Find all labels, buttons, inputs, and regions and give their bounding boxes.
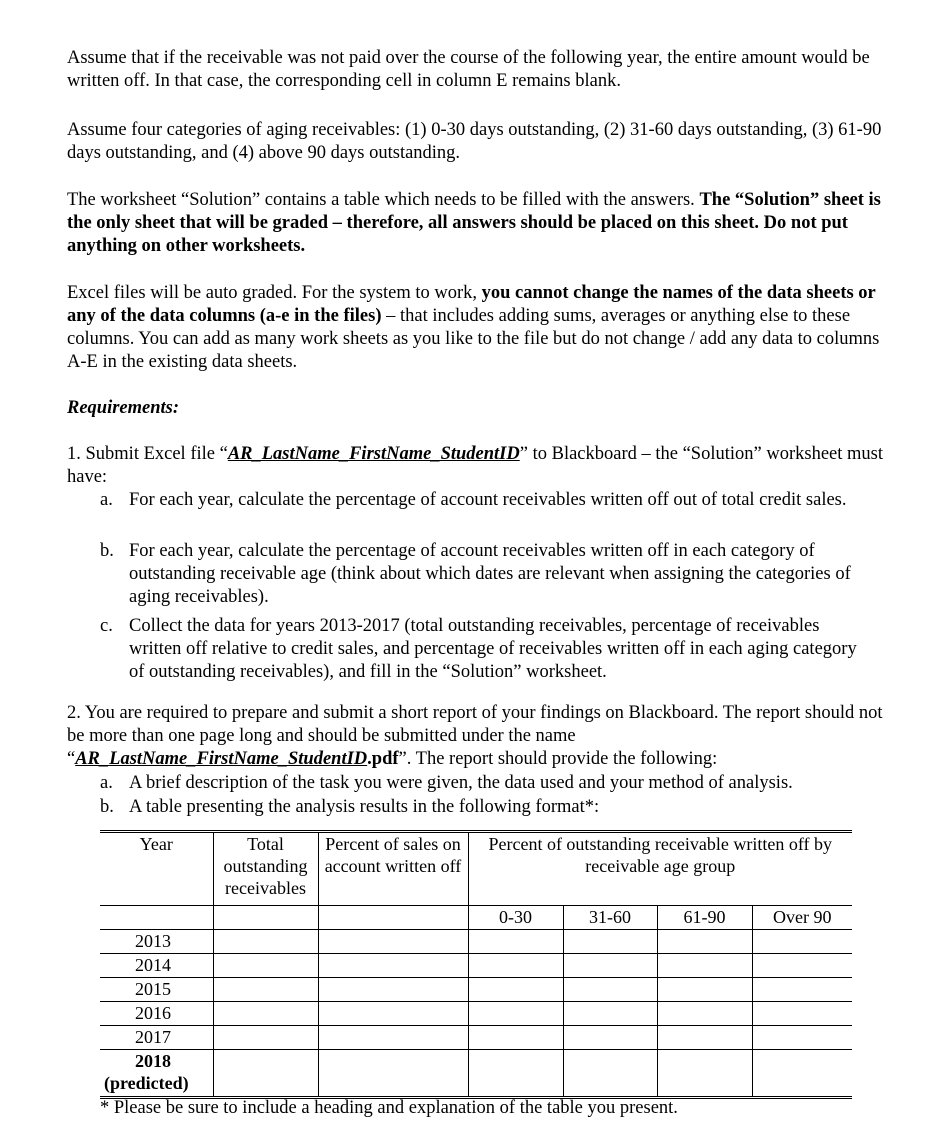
- table-subheader-row: [100, 906, 852, 930]
- requirement-1a: [100, 489, 860, 512]
- row-year-predicted: [100, 1050, 213, 1098]
- table-row-predicted: [100, 1050, 852, 1098]
- p4-bold-text: you cannot change the names of the data sheets or any of the data columns (a-e in the files): [67, 283, 876, 326]
- list-marker: b.: [100, 541, 114, 561]
- requirement-1: [67, 443, 887, 489]
- table-cell: [318, 978, 468, 1002]
- table-row: [100, 1026, 852, 1050]
- requirement-1b: [100, 540, 860, 609]
- list-marker: a.: [100, 490, 113, 510]
- row-year: 2016: [100, 1002, 213, 1026]
- intro-paragraph-3: [67, 189, 887, 258]
- table-cell: [752, 1002, 852, 1026]
- r1-pre: 1. Submit Excel file “: [67, 444, 228, 464]
- predicted-year: 2018: [135, 1051, 171, 1071]
- row-year: 2013: [100, 930, 213, 954]
- r2-post: ”. The report should provide the following:: [398, 749, 718, 769]
- table-cell: [657, 978, 752, 1002]
- list-marker: c.: [100, 616, 113, 636]
- requirement-2: [67, 702, 887, 771]
- row-year: 2014: [100, 954, 213, 978]
- p3-bold-text: The “Solution” sheet is the only sheet that will be graded – therefore, all answers should be placed on this sheet. Do not put anything on other worksheets.: [67, 190, 881, 256]
- header-age-0-30: 0-30: [468, 906, 563, 930]
- table-cell: [318, 1002, 468, 1026]
- row-year: 2015: [100, 978, 213, 1002]
- table-cell: [318, 930, 468, 954]
- table-cell: [213, 1002, 318, 1026]
- table-cell: [752, 930, 852, 954]
- table-cell: [213, 1026, 318, 1050]
- r2-filename: AR_LastName_FirstName_StudentID: [75, 749, 368, 769]
- table-row: [100, 1002, 852, 1026]
- p4-text-b: – that includes adding sums, averages or anything else to these columns. You can add as many work sheets as you like to the file but do not change / add any data to columns A-E in the existing data sheets.: [67, 306, 880, 372]
- list-item-text: For each year, calculate the percentage of account receivables written off out of total credit sales.: [129, 490, 847, 510]
- list-item-text: Collect the data for years 2013-2017 (total outstanding receivables, percentage of receivables written off relative to credit sales, and percentage of receivables written off in each aging category of outstanding receivables), and fill in the “Solution” worksheet.: [129, 616, 857, 682]
- table-cell: [563, 930, 657, 954]
- table-cell: [468, 978, 563, 1002]
- table-cell: [563, 1050, 657, 1098]
- r2-extension: .pdf: [367, 749, 399, 769]
- requirement-2a: [100, 772, 860, 795]
- intro-paragraph-1: Assume that if the receivable was not paid over the course of the following year, the entire amount would be written off. In that case, the corresponding cell in column E remains blank.: [67, 48, 870, 91]
- list-marker: b.: [100, 797, 114, 817]
- table-cell: [318, 954, 468, 978]
- predicted-label: (predicted): [104, 1073, 189, 1093]
- list-item-text: A table presenting the analysis results in the following format*:: [129, 797, 600, 817]
- table-row: [100, 930, 852, 954]
- table-row: [100, 978, 852, 1002]
- table-cell: [213, 954, 318, 978]
- requirement-2b: [100, 796, 860, 819]
- table-cell: [657, 1002, 752, 1026]
- header-age-31-60: 31-60: [563, 906, 657, 930]
- table-cell: [213, 906, 318, 930]
- table-footnote: * Please be sure to include a heading and explanation of the table you present.: [100, 1098, 678, 1118]
- header-age-61-90: 61-90: [657, 906, 752, 930]
- table-cell: [563, 1002, 657, 1026]
- row-year: 2017: [100, 1026, 213, 1050]
- header-percent-sales: Percent of sales on account written off: [318, 832, 468, 906]
- r1-post: ” to Blackboard – the “Solution” worksheet must have:: [67, 444, 883, 487]
- p3-text: The worksheet “Solution” contains a table which needs to be filled with the answers.: [67, 190, 700, 210]
- table-cell: [657, 954, 752, 978]
- p4-text-a: Excel files will be auto graded. For the system to work,: [67, 283, 482, 303]
- header-percent-group: Percent of outstanding receivable written off by receivable age group: [468, 832, 852, 906]
- table-cell: [318, 906, 468, 930]
- list-marker: a.: [100, 773, 113, 793]
- intro-paragraph-2: Assume four categories of aging receivables: (1) 0-30 days outstanding, (2) 31-60 days outstanding, (3) 61-90 days outstanding, and (4) above 90 days outstanding.: [67, 120, 882, 163]
- table-cell: [468, 1050, 563, 1098]
- table-cell: [468, 1026, 563, 1050]
- table-cell: [752, 954, 852, 978]
- table-cell: [318, 1026, 468, 1050]
- table-cell: [213, 978, 318, 1002]
- table-cell: [752, 1050, 852, 1098]
- header-year: Year: [139, 834, 173, 854]
- header-age-over-90: Over 90: [752, 906, 852, 930]
- results-table: [100, 830, 852, 1099]
- table-cell: [563, 1026, 657, 1050]
- r2-pre: 2. You are required to prepare and submit a short report of your findings on Blackboard. The report should not be more than one page long and should be submitted under the name “: [67, 703, 883, 769]
- table-cell: [468, 930, 563, 954]
- table-row: [100, 954, 852, 978]
- requirements-heading: Requirements:: [67, 398, 180, 418]
- header-total: Total outstanding receivables: [213, 832, 318, 906]
- requirement-1c: [100, 615, 860, 684]
- table-cell: [213, 1050, 318, 1098]
- table-cell: [100, 906, 213, 930]
- intro-paragraph-4: [67, 282, 887, 374]
- table-cell: [657, 1026, 752, 1050]
- table-cell: [752, 978, 852, 1002]
- table-cell: [563, 954, 657, 978]
- table-header-row: [100, 832, 852, 906]
- table-cell: [752, 1026, 852, 1050]
- table-cell: [468, 1002, 563, 1026]
- table-cell: [468, 954, 563, 978]
- list-item-text: A brief description of the task you were given, the data used and your method of analysis.: [129, 773, 793, 793]
- table-cell: [657, 1050, 752, 1098]
- table-cell: [657, 930, 752, 954]
- table-cell: [563, 978, 657, 1002]
- table-cell: [318, 1050, 468, 1098]
- r1-filename: AR_LastName_FirstName_StudentID: [227, 444, 520, 464]
- list-item-text: For each year, calculate the percentage of account receivables written off in each category of outstanding receivable age (think about which dates are relevant when assigning the categories of aging receivables).: [129, 541, 851, 607]
- table-cell: [213, 930, 318, 954]
